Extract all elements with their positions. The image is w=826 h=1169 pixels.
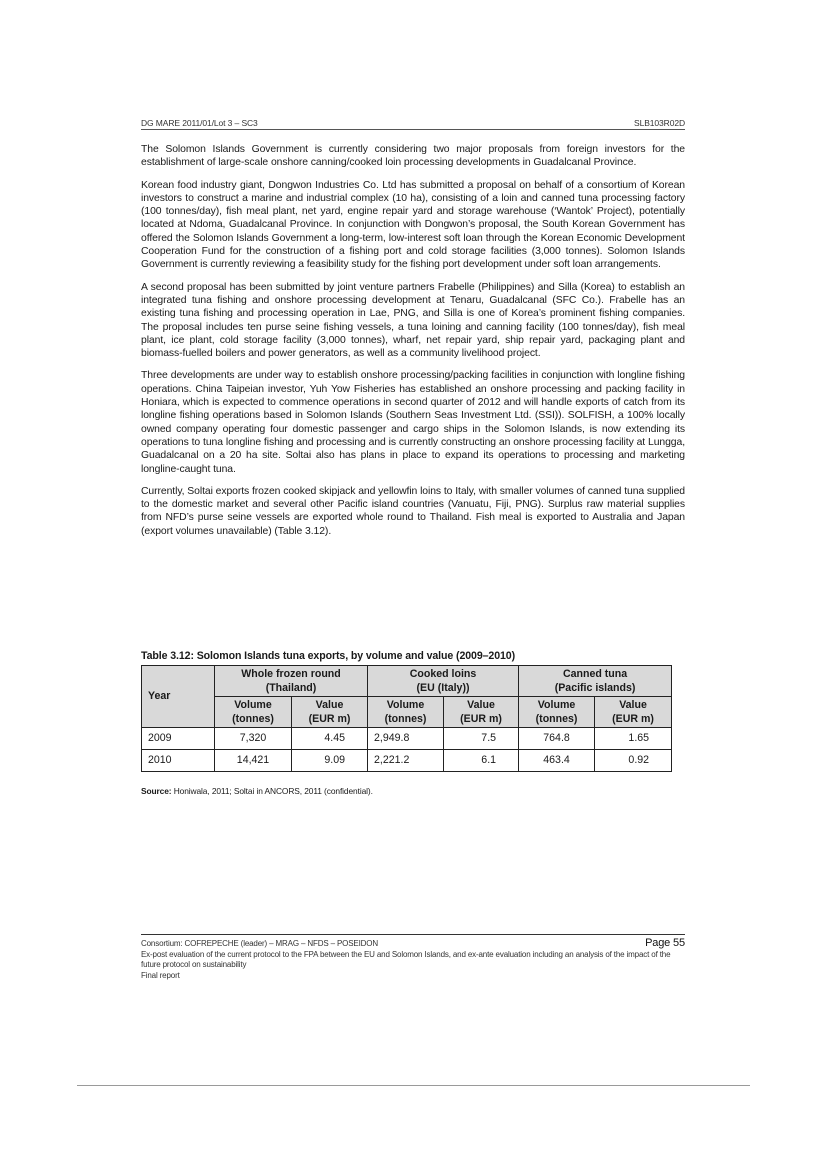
page-header bbox=[141, 118, 685, 128]
table-title: Table 3.12: Solomon Islands tuna exports, by volume and value (2009–2010) bbox=[141, 650, 516, 662]
year-cell: 2010 bbox=[142, 750, 215, 772]
paragraph: Three developments are under way to establish onshore processing/packing facilities in conjunction with longline fishing operations. China Taipeian investor, Yuh Yow Fisheries has established an onshore processing and packing facility in Honiara, which is expected to commence operations in second quarter of 2012 and will handle exports of catch from its longline fishing operations based in Solomon Islands (Southern Seas Investment Ltd. (SSI)). SOLFISH, a 100% locally owned company operating four domestic passenger and cargo ships in the Solomon Islands, is now extending its operations to tuna longline fishing and processing and is currently constructing an onshore processing facility at Lungga, Guadalcanal on a 20 ha site. Soltai also has plans in place to expand its operations to processing and marketing longline-caught tuna. bbox=[141, 370, 685, 475]
table-row bbox=[142, 750, 672, 772]
paragraph: The Solomon Islands Government is currently considering two major proposals from foreign investors for the establishment of large-scale onshore canning/cooked loin processing developments in Guadalcanal Province. bbox=[141, 144, 685, 169]
source-label: Source: bbox=[141, 786, 172, 796]
table-cell: 7.5 bbox=[444, 728, 519, 750]
table-cell: 4.45 bbox=[292, 728, 368, 750]
table-cell: 2,221.2 bbox=[368, 750, 444, 772]
volume-header: Volume (tonnes) bbox=[368, 697, 444, 728]
group-header-cooked-loins: Cooked loins (EU (Italy)) bbox=[368, 666, 519, 697]
value-header: Value (EUR m) bbox=[595, 697, 672, 728]
paragraph: Currently, Soltai exports frozen cooked skipjack and yellowfin loins to Italy, with smaller volumes of canned tuna supplied to the domestic market and several other Pacific island countries (Vanuatu, Fiji, PNG). Surplus raw material supplies from NFD’s purse seine vessels are exported whole round to Thailand. Fish meal is exported to Australia and Japan (export volumes unavailable) (Table 3.12). bbox=[141, 485, 685, 537]
table-cell: 7,320 bbox=[215, 728, 292, 750]
volume-header: Volume (tonnes) bbox=[215, 697, 292, 728]
table-cell: 764.8 bbox=[519, 728, 595, 750]
header-document-id: DG MARE 2011/01/Lot 3 – SC3 bbox=[141, 118, 258, 128]
table-source-note bbox=[141, 786, 685, 796]
table-row bbox=[142, 728, 672, 750]
table-cell: 2,949.8 bbox=[368, 728, 444, 750]
year-column-header: Year bbox=[142, 666, 215, 728]
footer-divider bbox=[141, 934, 685, 935]
group-header-canned-tuna: Canned tuna (Pacific islands) bbox=[519, 666, 672, 697]
exports-table bbox=[141, 665, 672, 772]
table-cell: 463.4 bbox=[519, 750, 595, 772]
header-report-code: SLB103R02D bbox=[634, 118, 685, 128]
table-cell: 0.92 bbox=[595, 750, 672, 772]
body-text bbox=[141, 143, 685, 547]
group-header-whole-frozen: Whole frozen round (Thailand) bbox=[215, 666, 368, 697]
page-number: Page 55 bbox=[645, 937, 685, 949]
year-cell: 2009 bbox=[142, 728, 215, 750]
header-divider bbox=[141, 129, 685, 130]
footer-description: Ex-post evaluation of the current protocol to the FPA between the EU and Solomon Islands, and ex-ante evaluation including an analysis of the impact of the future protocol on sustainability bbox=[141, 949, 671, 969]
page-footer bbox=[141, 938, 685, 981]
table-cell: 9.09 bbox=[292, 750, 368, 772]
table-cell: 6.1 bbox=[444, 750, 519, 772]
paragraph: A second proposal has been submitted by joint venture partners Frabelle (Philippines) and Silla (Korea) to establish an integrated tuna fishing and onshore processing development at Tenaru, Guadalcanal (SFC Co.). Frabelle has an existing tuna fishing and processing operation in Lae, PNG, and Silla is one of Korea’s prominent fishing companies. The proposal includes ten purse seine fishing vessels, a tuna loining and canning facility (100 tonnes/day), fish meal plant, ice plant, cold storage facility (3,000 tonnes), wharf, net repair yard, ship repair yard, packaging plant and biomass-fuelled boilers and power generators, as well as a community livelihood project. bbox=[141, 281, 685, 360]
table-cell: 1.65 bbox=[595, 728, 672, 750]
paragraph: Korean food industry giant, Dongwon Industries Co. Ltd has submitted a proposal on behalf of a consortium of Korean investors to construct a marine and industrial complex (10 ha), consisting of a loin and canned tuna processing factory (100 tonnes/day), fish meal plant, net yard, engine repair yard and storage warehouse (‘Wantok’ Project), potentially located at Ndoma, Guadalcanal Province. In conjunction with Dongwon’s proposal, the South Korean Government has offered the Solomon Islands Government a long-term, low-interest soft loan through the Korean Economic Development Cooperation Fund for the construction of a fishing port and cold storage facilities (3,000 tonnes). Solomon Islands Government is currently reviewing a feasibility study for the fishing port development under soft loan arrangements. bbox=[141, 179, 685, 271]
value-header: Value (EUR m) bbox=[444, 697, 519, 728]
value-header: Value (EUR m) bbox=[292, 697, 368, 728]
table-cell: 14,421 bbox=[215, 750, 292, 772]
volume-header: Volume (tonnes) bbox=[519, 697, 595, 728]
footer-report-type: Final report bbox=[141, 970, 180, 980]
source-text: Honiwala, 2011; Soltai in ANCORS, 2011 (confidential). bbox=[171, 786, 373, 796]
footer-consortium: Consortium: COFREPECHE (leader) – MRAG – NFDS – POSEIDON bbox=[141, 939, 378, 948]
page-bottom-divider bbox=[77, 1085, 750, 1086]
